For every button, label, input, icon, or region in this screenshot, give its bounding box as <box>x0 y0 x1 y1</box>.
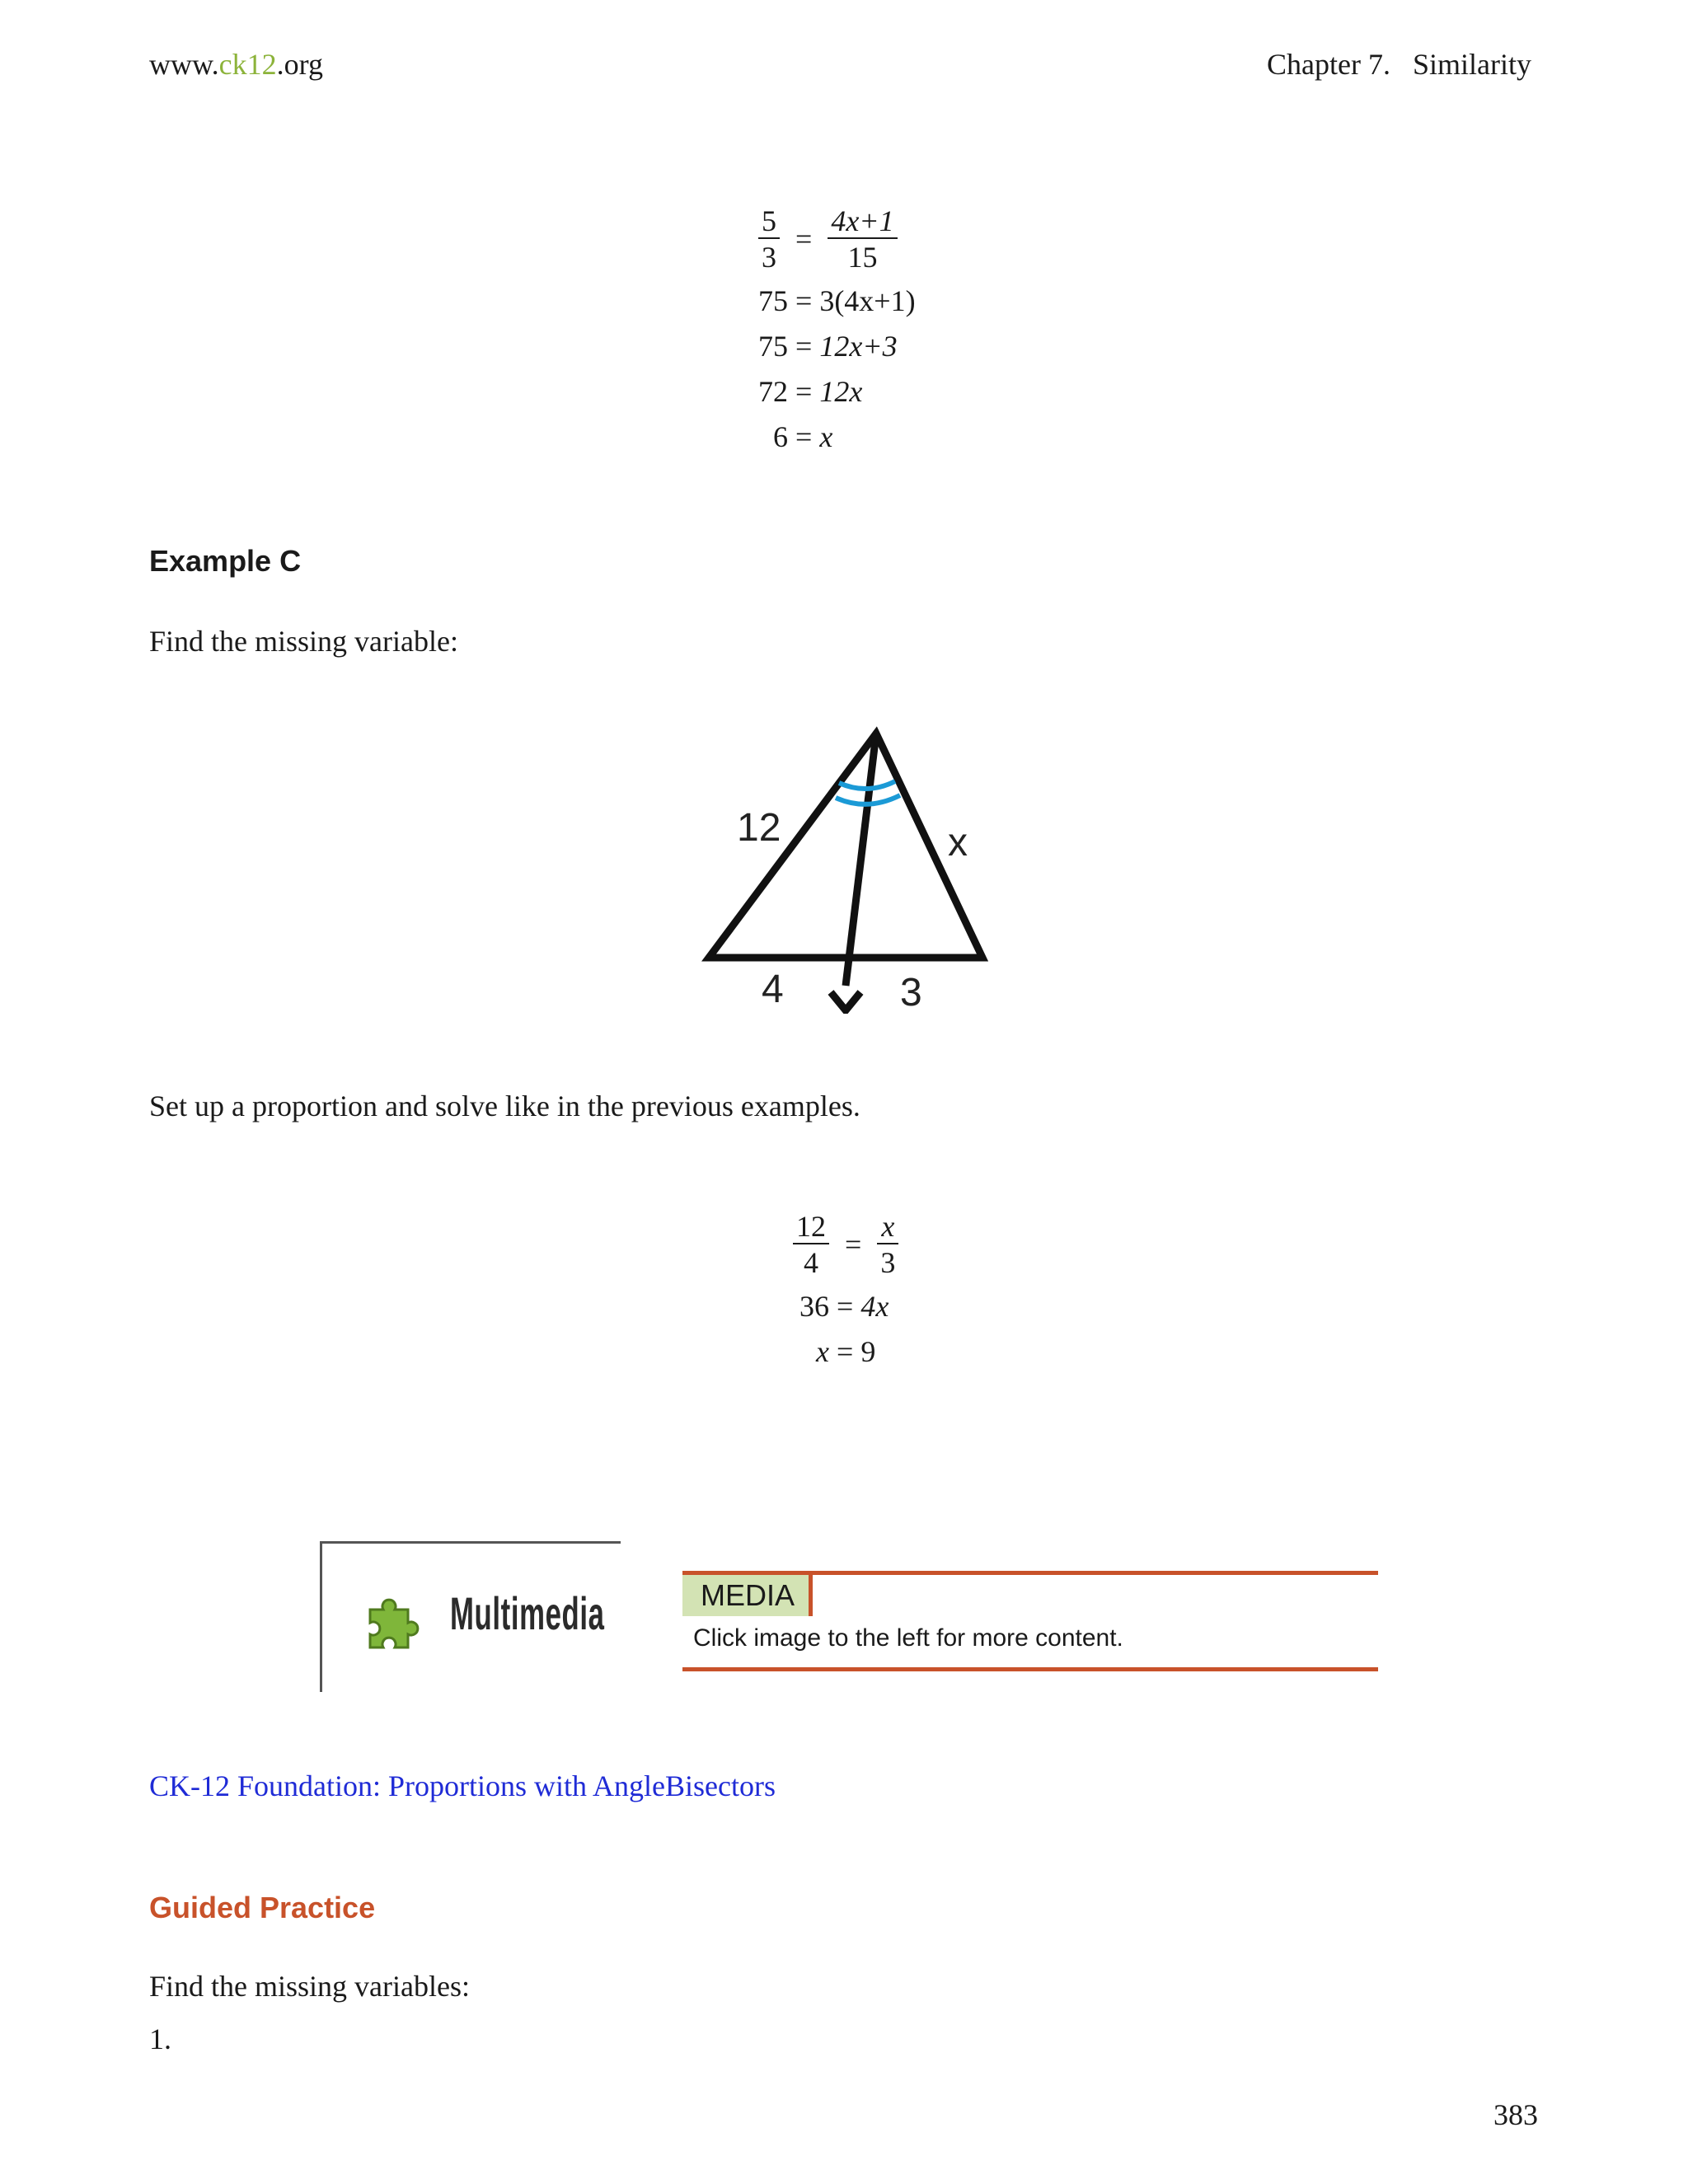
proportions-angle-bisectors-link[interactable]: CK-12 Foundation: Proportions with AngleBisectors <box>149 1769 776 1802</box>
media-tag: MEDIA <box>682 1575 813 1616</box>
site-prefix: www. <box>149 48 219 81</box>
chapter-title: Chapter 7. Similarity <box>1267 48 1531 81</box>
site-url <box>149 46 323 82</box>
guided-practice-prompt: Find the missing variables: <box>149 1970 470 2003</box>
label-base-right: 3 <box>900 971 922 1014</box>
equation-line: 75 = 12x+3 <box>758 330 898 363</box>
example-c-prompt: Find the missing variable: <box>149 625 458 658</box>
media-callout <box>682 1571 1378 1671</box>
site-brand: ck12 <box>218 48 277 81</box>
fraction-left: $\frac{5}{3}$ <box>758 204 780 274</box>
label-side-right: x <box>948 821 968 865</box>
equals-sign: = <box>795 223 813 255</box>
example-c-instruction: Set up a proportion and solve like in the previous examples. <box>149 1090 860 1122</box>
fraction-right: $\frac{4x+1}{15}$ <box>828 204 897 274</box>
fraction-right: $\frac{x}{3}$ <box>877 1210 898 1279</box>
practice-item-number: 1. <box>149 2022 171 2055</box>
proportion-equation-c <box>793 1210 898 1279</box>
angle-bisector-triangle-diagram <box>692 717 1006 1014</box>
fraction-left: $\frac{12}{4}$ <box>793 1210 829 1279</box>
bisector-arrowhead <box>831 992 860 1010</box>
equation-line: 75 = 3(4x+1) <box>758 284 916 317</box>
multimedia-label: Multimedia <box>450 1587 605 1639</box>
page-number: 383 <box>1493 2098 1538 2131</box>
equals-sign: = <box>845 1228 862 1261</box>
equation-line: 36 = 4x <box>799 1290 889 1323</box>
equation-line: x = 9 <box>816 1335 876 1368</box>
guided-practice-heading: Guided Practice <box>149 1891 376 1924</box>
example-c-heading: Example C <box>149 544 302 578</box>
puzzle-piece-icon <box>362 1591 428 1657</box>
label-base-left: 4 <box>762 968 784 1011</box>
equation-line: 72 = 12x <box>758 375 863 408</box>
label-side-left: 12 <box>737 806 781 850</box>
proportion-equation-b <box>758 204 898 274</box>
media-caption: Click image to the left for more content. <box>693 1624 1123 1652</box>
equation-line: 6 = x <box>773 420 833 453</box>
site-suffix: .org <box>276 48 323 81</box>
multimedia-thumbnail[interactable] <box>320 1541 621 1692</box>
